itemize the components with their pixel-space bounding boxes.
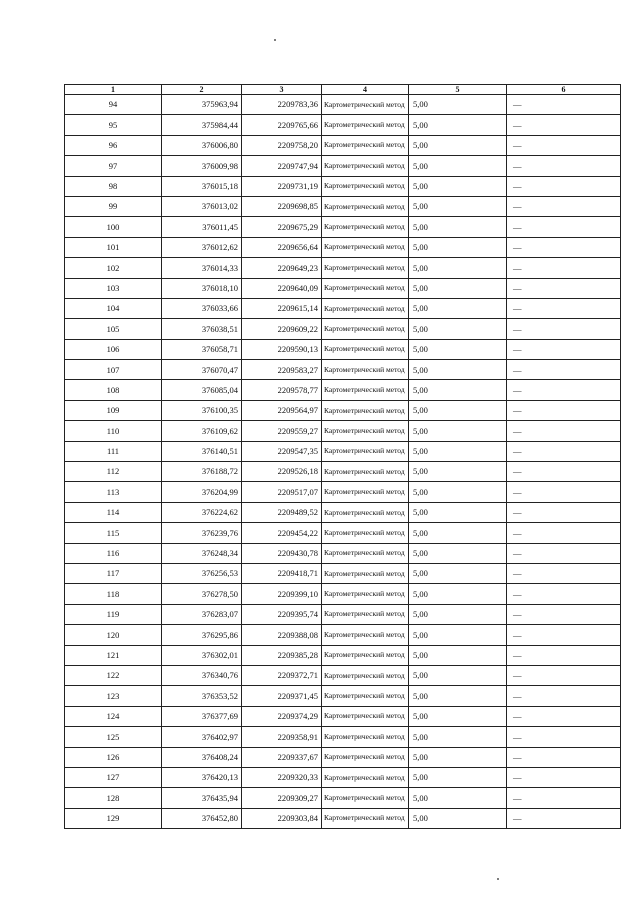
table-row (65, 441, 621, 461)
method-cell: Картометрический метод (322, 156, 409, 176)
point-number-cell: 105 (65, 319, 162, 339)
point-number-cell: 104 (65, 298, 162, 318)
method-cell: Картометрический метод (322, 482, 409, 502)
method-cell: Картометрический метод (322, 237, 409, 257)
note-cell: — (507, 706, 621, 726)
accuracy-cell: 5,00 (409, 258, 507, 278)
y-coordinate-cell: 2209675,29 (242, 217, 322, 237)
note-cell: — (507, 258, 621, 278)
point-number-cell: 96 (65, 135, 162, 155)
method-cell: Картометрический метод (322, 543, 409, 563)
note-cell: — (507, 339, 621, 359)
y-coordinate-cell: 2209399,10 (242, 584, 322, 604)
point-number-cell: 97 (65, 156, 162, 176)
note-cell: — (507, 563, 621, 583)
note-cell: — (507, 543, 621, 563)
note-cell: — (507, 380, 621, 400)
x-coordinate-cell: 375984,44 (162, 115, 242, 135)
y-coordinate-cell: 2209615,14 (242, 298, 322, 318)
accuracy-cell: 5,00 (409, 278, 507, 298)
point-number-cell: 112 (65, 462, 162, 482)
y-coordinate-cell: 2209372,71 (242, 665, 322, 685)
table-row (65, 95, 621, 115)
note-cell: — (507, 319, 621, 339)
accuracy-cell: 5,00 (409, 747, 507, 767)
accuracy-cell: 5,00 (409, 706, 507, 726)
table-row (65, 298, 621, 318)
y-coordinate-cell: 2209395,74 (242, 604, 322, 624)
x-coordinate-cell: 376420,13 (162, 767, 242, 787)
table-row (65, 380, 621, 400)
note-cell: — (507, 482, 621, 502)
method-cell: Картометрический метод (322, 808, 409, 828)
point-number-cell: 101 (65, 237, 162, 257)
column-header-1: 1 (65, 85, 162, 95)
point-number-cell: 106 (65, 339, 162, 359)
accuracy-cell: 5,00 (409, 767, 507, 787)
column-header-5: 5 (409, 85, 507, 95)
table-row (65, 360, 621, 380)
y-coordinate-cell: 2209526,18 (242, 462, 322, 482)
table-row (65, 339, 621, 359)
method-cell: Картометрический метод (322, 298, 409, 318)
point-number-cell: 123 (65, 686, 162, 706)
x-coordinate-cell: 376014,33 (162, 258, 242, 278)
method-cell: Картометрический метод (322, 788, 409, 808)
method-cell: Картометрический метод (322, 645, 409, 665)
x-coordinate-cell: 376015,18 (162, 176, 242, 196)
y-coordinate-cell: 2209385,28 (242, 645, 322, 665)
method-cell: Картометрический метод (322, 278, 409, 298)
accuracy-cell: 5,00 (409, 380, 507, 400)
point-number-cell: 124 (65, 706, 162, 726)
x-coordinate-cell: 376011,45 (162, 217, 242, 237)
x-coordinate-cell: 376100,35 (162, 400, 242, 420)
note-cell: — (507, 278, 621, 298)
accuracy-cell: 5,00 (409, 727, 507, 747)
y-coordinate-cell: 2209590,13 (242, 339, 322, 359)
accuracy-cell: 5,00 (409, 339, 507, 359)
note-cell: — (507, 788, 621, 808)
point-number-cell: 102 (65, 258, 162, 278)
accuracy-cell: 5,00 (409, 441, 507, 461)
table-row (65, 258, 621, 278)
method-cell: Картометрический метод (322, 400, 409, 420)
table-header-row (65, 85, 621, 95)
y-coordinate-cell: 2209454,22 (242, 523, 322, 543)
y-coordinate-cell: 2209609,22 (242, 319, 322, 339)
x-coordinate-cell: 376435,94 (162, 788, 242, 808)
accuracy-cell: 5,00 (409, 115, 507, 135)
method-cell: Картометрический метод (322, 462, 409, 482)
accuracy-cell: 5,00 (409, 176, 507, 196)
note-cell: — (507, 441, 621, 461)
accuracy-cell: 5,00 (409, 360, 507, 380)
point-number-cell: 109 (65, 400, 162, 420)
point-number-cell: 94 (65, 95, 162, 115)
note-cell: — (507, 604, 621, 624)
y-coordinate-cell: 2209758,20 (242, 135, 322, 155)
table-row (65, 217, 621, 237)
y-coordinate-cell: 2209371,45 (242, 686, 322, 706)
method-cell: Картометрический метод (322, 686, 409, 706)
accuracy-cell: 5,00 (409, 156, 507, 176)
table-row (65, 665, 621, 685)
x-coordinate-cell: 376224,62 (162, 502, 242, 522)
note-cell: — (507, 523, 621, 543)
y-coordinate-cell: 2209765,66 (242, 115, 322, 135)
table-row (65, 584, 621, 604)
table-row (65, 706, 621, 726)
y-coordinate-cell: 2209374,29 (242, 706, 322, 726)
column-header-3: 3 (242, 85, 322, 95)
point-number-cell: 120 (65, 625, 162, 645)
accuracy-cell: 5,00 (409, 604, 507, 624)
method-cell: Картометрический метод (322, 727, 409, 747)
y-coordinate-cell: 2209583,27 (242, 360, 322, 380)
point-number-cell: 98 (65, 176, 162, 196)
point-number-cell: 100 (65, 217, 162, 237)
y-coordinate-cell: 2209559,27 (242, 421, 322, 441)
note-cell: — (507, 115, 621, 135)
accuracy-cell: 5,00 (409, 502, 507, 522)
table-row (65, 808, 621, 828)
y-coordinate-cell: 2209303,84 (242, 808, 322, 828)
table-row (65, 747, 621, 767)
x-coordinate-cell: 376009,98 (162, 156, 242, 176)
table-row (65, 502, 621, 522)
note-cell: — (507, 156, 621, 176)
y-coordinate-cell: 2209656,64 (242, 237, 322, 257)
table-row (65, 543, 621, 563)
accuracy-cell: 5,00 (409, 237, 507, 257)
note-cell: — (507, 400, 621, 420)
method-cell: Картометрический метод (322, 176, 409, 196)
y-coordinate-cell: 2209731,19 (242, 176, 322, 196)
accuracy-cell: 5,00 (409, 645, 507, 665)
y-coordinate-cell: 2209388,08 (242, 625, 322, 645)
column-header-6: 6 (507, 85, 621, 95)
note-cell: — (507, 645, 621, 665)
x-coordinate-cell: 376377,69 (162, 706, 242, 726)
accuracy-cell: 5,00 (409, 421, 507, 441)
note-cell: — (507, 360, 621, 380)
x-coordinate-cell: 376070,47 (162, 360, 242, 380)
table-row (65, 625, 621, 645)
y-coordinate-cell: 2209430,78 (242, 543, 322, 563)
y-coordinate-cell: 2209564,97 (242, 400, 322, 420)
method-cell: Картометрический метод (322, 95, 409, 115)
y-coordinate-cell: 2209337,67 (242, 747, 322, 767)
table-row (65, 767, 621, 787)
note-cell: — (507, 767, 621, 787)
x-coordinate-cell: 376033,66 (162, 298, 242, 318)
table-row (65, 523, 621, 543)
x-coordinate-cell: 376295,86 (162, 625, 242, 645)
point-number-cell: 114 (65, 502, 162, 522)
point-number-cell: 127 (65, 767, 162, 787)
point-number-cell: 119 (65, 604, 162, 624)
accuracy-cell: 5,00 (409, 543, 507, 563)
note-cell: — (507, 176, 621, 196)
y-coordinate-cell: 2209640,09 (242, 278, 322, 298)
table-row (65, 563, 621, 583)
table-row (65, 645, 621, 665)
point-number-cell: 129 (65, 808, 162, 828)
point-number-cell: 122 (65, 665, 162, 685)
table-row (65, 156, 621, 176)
method-cell: Картометрический метод (322, 747, 409, 767)
y-coordinate-cell: 2209489,52 (242, 502, 322, 522)
table-row (65, 788, 621, 808)
table-row (65, 319, 621, 339)
method-cell: Картометрический метод (322, 380, 409, 400)
note-cell: — (507, 237, 621, 257)
accuracy-cell: 5,00 (409, 808, 507, 828)
method-cell: Картометрический метод (322, 115, 409, 135)
accuracy-cell: 5,00 (409, 482, 507, 502)
y-coordinate-cell: 2209547,35 (242, 441, 322, 461)
table-row (65, 462, 621, 482)
table-row (65, 686, 621, 706)
point-number-cell: 126 (65, 747, 162, 767)
x-coordinate-cell: 376006,80 (162, 135, 242, 155)
accuracy-cell: 5,00 (409, 788, 507, 808)
table-row (65, 727, 621, 747)
method-cell: Картометрический метод (322, 523, 409, 543)
note-cell: — (507, 502, 621, 522)
method-cell: Картометрический метод (322, 767, 409, 787)
x-coordinate-cell: 376109,62 (162, 421, 242, 441)
point-number-cell: 99 (65, 196, 162, 216)
method-cell: Картометрический метод (322, 584, 409, 604)
method-cell: Картометрический метод (322, 258, 409, 278)
point-number-cell: 128 (65, 788, 162, 808)
note-cell: — (507, 298, 621, 318)
table-row (65, 237, 621, 257)
table-row (65, 135, 621, 155)
accuracy-cell: 5,00 (409, 523, 507, 543)
point-number-cell: 117 (65, 563, 162, 583)
x-coordinate-cell: 376353,52 (162, 686, 242, 706)
x-coordinate-cell: 375963,94 (162, 95, 242, 115)
note-cell: — (507, 196, 621, 216)
y-coordinate-cell: 2209418,71 (242, 563, 322, 583)
y-coordinate-cell: 2209649,23 (242, 258, 322, 278)
note-cell: — (507, 135, 621, 155)
y-coordinate-cell: 2209698,85 (242, 196, 322, 216)
point-number-cell: 113 (65, 482, 162, 502)
accuracy-cell: 5,00 (409, 400, 507, 420)
x-coordinate-cell: 376248,34 (162, 543, 242, 563)
table-body (65, 95, 621, 829)
accuracy-cell: 5,00 (409, 563, 507, 583)
x-coordinate-cell: 376085,04 (162, 380, 242, 400)
accuracy-cell: 5,00 (409, 584, 507, 604)
method-cell: Картометрический метод (322, 604, 409, 624)
note-cell: — (507, 584, 621, 604)
method-cell: Картометрический метод (322, 360, 409, 380)
scan-speck (274, 39, 276, 41)
point-number-cell: 103 (65, 278, 162, 298)
x-coordinate-cell: 376188,72 (162, 462, 242, 482)
point-number-cell: 121 (65, 645, 162, 665)
x-coordinate-cell: 376018,10 (162, 278, 242, 298)
point-number-cell: 111 (65, 441, 162, 461)
table-row (65, 604, 621, 624)
x-coordinate-cell: 376278,50 (162, 584, 242, 604)
accuracy-cell: 5,00 (409, 217, 507, 237)
method-cell: Картометрический метод (322, 706, 409, 726)
table-row (65, 421, 621, 441)
note-cell: — (507, 727, 621, 747)
y-coordinate-cell: 2209578,77 (242, 380, 322, 400)
x-coordinate-cell: 376140,51 (162, 441, 242, 461)
coordinates-table (64, 84, 621, 829)
point-number-cell: 115 (65, 523, 162, 543)
table-row (65, 400, 621, 420)
column-header-2: 2 (162, 85, 242, 95)
x-coordinate-cell: 376402,97 (162, 727, 242, 747)
note-cell: — (507, 95, 621, 115)
point-number-cell: 95 (65, 115, 162, 135)
note-cell: — (507, 665, 621, 685)
accuracy-cell: 5,00 (409, 625, 507, 645)
point-number-cell: 118 (65, 584, 162, 604)
y-coordinate-cell: 2209783,36 (242, 95, 322, 115)
column-header-4: 4 (322, 85, 409, 95)
method-cell: Картометрический метод (322, 135, 409, 155)
point-number-cell: 125 (65, 727, 162, 747)
accuracy-cell: 5,00 (409, 298, 507, 318)
note-cell: — (507, 808, 621, 828)
accuracy-cell: 5,00 (409, 686, 507, 706)
point-number-cell: 107 (65, 360, 162, 380)
note-cell: — (507, 217, 621, 237)
y-coordinate-cell: 2209309,27 (242, 788, 322, 808)
point-number-cell: 110 (65, 421, 162, 441)
accuracy-cell: 5,00 (409, 319, 507, 339)
accuracy-cell: 5,00 (409, 462, 507, 482)
x-coordinate-cell: 376340,76 (162, 665, 242, 685)
table-row (65, 176, 621, 196)
table-row (65, 115, 621, 135)
accuracy-cell: 5,00 (409, 135, 507, 155)
note-cell: — (507, 686, 621, 706)
x-coordinate-cell: 376239,76 (162, 523, 242, 543)
y-coordinate-cell: 2209358,91 (242, 727, 322, 747)
method-cell: Картометрический метод (322, 665, 409, 685)
table-row (65, 278, 621, 298)
x-coordinate-cell: 376204,99 (162, 482, 242, 502)
method-cell: Картометрический метод (322, 502, 409, 522)
method-cell: Картометрический метод (322, 319, 409, 339)
x-coordinate-cell: 376058,71 (162, 339, 242, 359)
x-coordinate-cell: 376013,02 (162, 196, 242, 216)
method-cell: Картометрический метод (322, 563, 409, 583)
x-coordinate-cell: 376452,80 (162, 808, 242, 828)
method-cell: Картометрический метод (322, 421, 409, 441)
accuracy-cell: 5,00 (409, 196, 507, 216)
note-cell: — (507, 421, 621, 441)
y-coordinate-cell: 2209747,94 (242, 156, 322, 176)
method-cell: Картометрический метод (322, 339, 409, 359)
x-coordinate-cell: 376302,01 (162, 645, 242, 665)
y-coordinate-cell: 2209320,33 (242, 767, 322, 787)
method-cell: Картометрический метод (322, 196, 409, 216)
note-cell: — (507, 625, 621, 645)
point-number-cell: 116 (65, 543, 162, 563)
method-cell: Картометрический метод (322, 217, 409, 237)
accuracy-cell: 5,00 (409, 665, 507, 685)
x-coordinate-cell: 376408,24 (162, 747, 242, 767)
note-cell: — (507, 747, 621, 767)
accuracy-cell: 5,00 (409, 95, 507, 115)
y-coordinate-cell: 2209517,07 (242, 482, 322, 502)
point-number-cell: 108 (65, 380, 162, 400)
table-row (65, 196, 621, 216)
x-coordinate-cell: 376012,62 (162, 237, 242, 257)
x-coordinate-cell: 376038,51 (162, 319, 242, 339)
x-coordinate-cell: 376283,07 (162, 604, 242, 624)
scan-speck (497, 878, 499, 880)
method-cell: Картометрический метод (322, 441, 409, 461)
note-cell: — (507, 462, 621, 482)
x-coordinate-cell: 376256,53 (162, 563, 242, 583)
table-row (65, 482, 621, 502)
method-cell: Картометрический метод (322, 625, 409, 645)
